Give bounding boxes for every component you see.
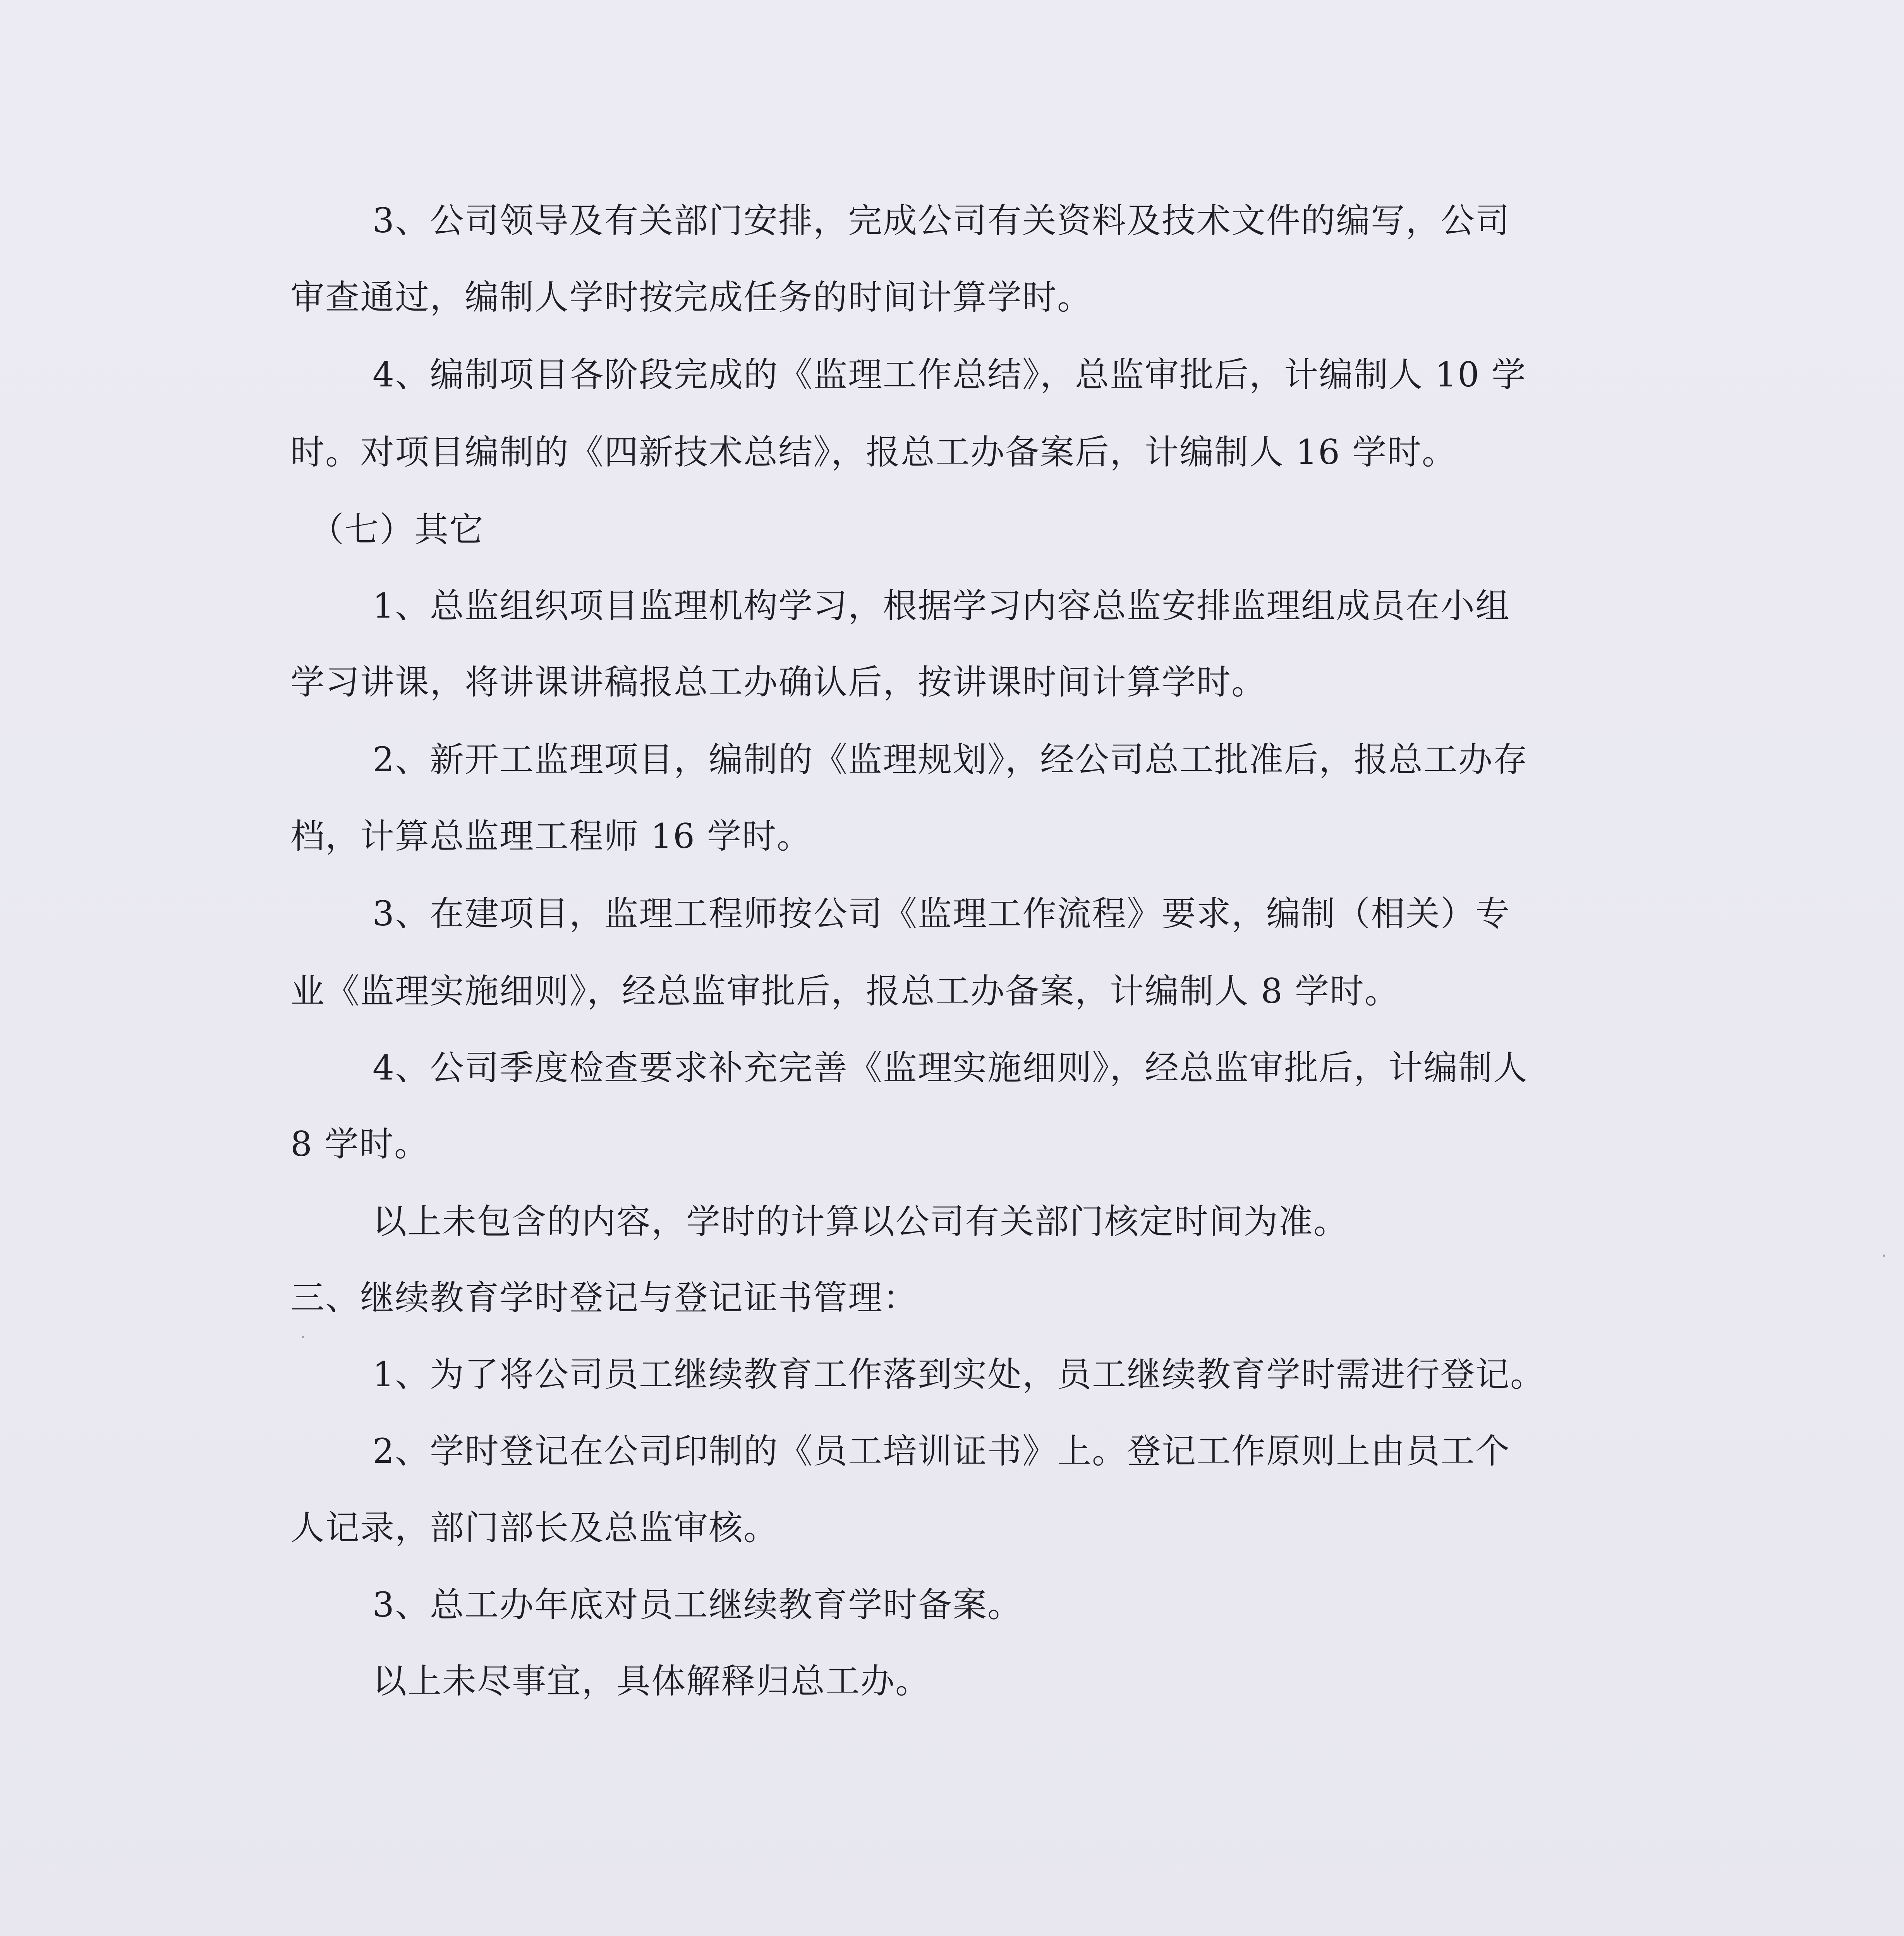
text-line: 业《监理实施细则》，经总监审批后，报总工办备案，计编制人 8 学时。 (290, 971, 1399, 1011)
text-line: 以上未尽事宜，具体解释归总工办。 (373, 1661, 931, 1701)
text-line: 1、为了将公司员工继续教育工作落到实处，员工继续教育学时需进行登记。 (373, 1354, 1545, 1394)
text-line: 学习讲课，将讲课讲稿报总工办确认后，按讲课时间计算学时。 (290, 662, 1267, 702)
text-line: 2、学时登记在公司印制的《员工培训证书》上。登记工作原则上由员工个 (373, 1431, 1510, 1471)
text-line: 档，计算总监理工程师 16 学时。 (290, 816, 812, 856)
text-line: 人记录，部门部长及总监审核。 (290, 1508, 779, 1548)
section-heading: 三、继续教育学时登记与登记证书管理： (290, 1278, 918, 1318)
scan-speck (302, 1336, 304, 1338)
section-heading: （七）其它 (310, 510, 484, 549)
text-line: 8 学时。 (290, 1124, 429, 1164)
text-line: 时。对项目编制的《四新技术总结》，报总工办备案后，计编制人 16 学时。 (290, 432, 1457, 472)
text-line: 3、公司领导及有关部门安排，完成公司有关资料及技术文件的编写，公司 (373, 201, 1510, 240)
text-line: 2、新开工监理项目，编制的《监理规划》，经公司总工批准后，报总工办存 (373, 740, 1528, 779)
text-line: 3、在建项目，监理工程师按公司《监理工作流程》要求，编制（相关）专 (373, 894, 1510, 934)
text-line: 1、总监组织项目监理机构学习，根据学习内容总监安排监理组成员在小组 (373, 586, 1510, 626)
scan-speck (1883, 1255, 1885, 1257)
text-line: 审查通过，编制人学时按完成任务的时间计算学时。 (290, 277, 1092, 317)
text-line: 3、总工办年底对员工继续教育学时备案。 (373, 1585, 1022, 1625)
text-line: 以上未包含的内容，学时的计算以公司有关部门核定时间为准。 (373, 1201, 1349, 1241)
text-line: 4、编制项目各阶段完成的《监理工作总结》，总监审批后，计编制人 10 学 (373, 355, 1526, 395)
text-line: 4、公司季度检查要求补充完善《监理实施细则》，经总监审批后，计编制人 (373, 1048, 1528, 1088)
